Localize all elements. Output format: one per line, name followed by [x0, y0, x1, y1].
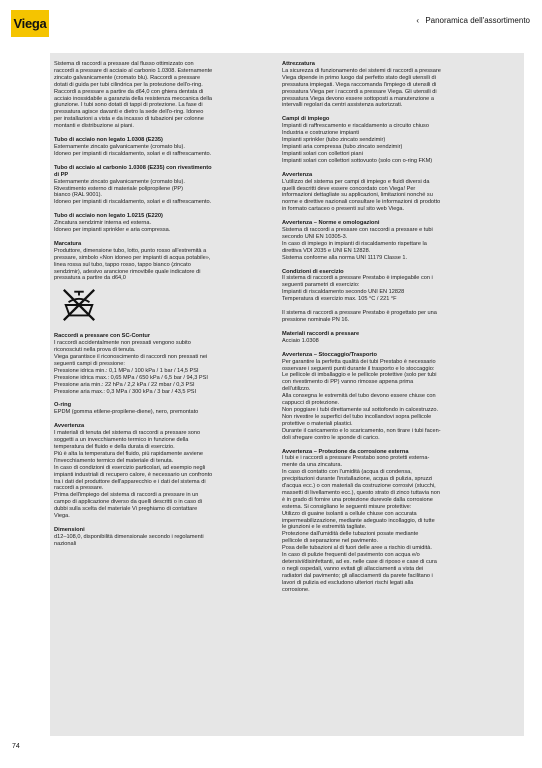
- nav-label: Panoramica dell'assortimento: [425, 16, 530, 25]
- conditions-title: Condizioni di esercizio: [282, 268, 344, 275]
- viega-logo[interactable]: [11, 10, 49, 37]
- tube1-title: Tubo di acciaio non legato 1.0308 (E235): [54, 137, 163, 144]
- tools-text: La sicurezza di funzionamento dei sistemi di raccordi a pressare Viega dipende in primo luogo dal perfetto stato degli utensili di pressatura impiegati. Viega raccomanda l'impiego di utensili di pressatura Viega per i raccordi a pressare Viega. Gli utensili di pressatura Viega devono essere sottoposti a manutenzione a intervalli regolari da centri assistenza autorizzati.: [282, 67, 441, 109]
- tube2-title: Tubo di acciaio al carbonio 1.0308 (E235) con rivestimento di PP: [54, 164, 212, 178]
- marking-text: Produttore, dimensione tubo, lotto, punto rosso all'estremità a pressare, simbolo «Non idoneo per impianti di acqua potabile», linea rossa sul tubo, tappo rosso, tappo bianco (zincato sendzimir), adesivo arancione rimovibile quale indicatore di pressatura a partire da d64,0: [54, 247, 211, 282]
- breadcrumb-nav[interactable]: [416, 16, 530, 25]
- materials-text: Acciaio 1.0308: [282, 337, 319, 344]
- intro-text: Sistema di raccordi a pressare dal flusso ottimizzato con raccordi a pressare di acciaio al carbonio 1.0308. Esternamente zincato galvanicamente (cromato blu). Raccordi a pressare dotati di guida per tubi cilindrica per la protezione dell'o-ring. Raccordi a pressare a partire da d64,0 con ghiera dentata di acciaio inossidabile a garanzia della resistenza meccanica della giunzione. I tubi sono dotati di tappi di protezione. La fase di pressatura agisce davanti e dietro la sede dell'o-ring. Idoneo per installazioni a vista e da incasso di tubazioni per colonne montanti e distribuzione ai piani.: [54, 61, 213, 130]
- materials-title: Materiali raccordi a pressare: [282, 330, 360, 337]
- tube3-block: [54, 213, 280, 234]
- dimensions-title: Dimensioni: [54, 526, 85, 533]
- oring-text: EPDM (gomma etilene-propilene-diene), nero, premontato: [54, 409, 199, 416]
- norms-title: Avvertenza – Norme e omologazioni: [282, 220, 380, 227]
- materials-block: [282, 331, 518, 345]
- marking-title: Marcatura: [54, 240, 82, 247]
- warning2-block: [282, 172, 518, 213]
- oring-title: O-ring: [54, 402, 72, 409]
- tube1-text: Esternamente zincato galvanicamente (cromato blu). Idoneo per impianti di riscaldamento, solari e di raffrescamento.: [54, 143, 212, 157]
- tools-block: [282, 61, 518, 109]
- sc-block: [54, 333, 280, 395]
- tube3-title: Tubo di acciaio non legato 1.0215 (E220): [54, 213, 163, 220]
- marking-block: [54, 241, 280, 282]
- storage-text: Per garantire la perfetta qualità dei tubi Prestabo è necessario osservare i seguenti punti durante il trasporto e lo stoccaggio: Le pellicole di imballaggio e le pellicole protettive (solo per tubi con rivestimento di PP) vanno rimosse appena prima dell'utilizzo. Alla consegna le estremità del tubo devono essere chiuse con cappucci di protezione. Non poggiare i tubi direttamente sul sottofondo in calcestruzzo. Non rivestire le superfici del tubo incollandovi sopra pellicole protettive o materiali plastici. Durante il caricamento e lo scaricamento, non tirare i tubi facen- doli sfregare contro le sponde di carico.: [282, 358, 441, 441]
- storage-block: [282, 352, 518, 442]
- left-column: [54, 61, 280, 555]
- sc-text: I raccordi accidentalmente non pressati vengono subito riconosciuti nella prova di tenuta. Viega garantisce il riconoscimento di raccordi non pressati nei seguenti campi di pressione: Pressione idrica min.: 0,1 MPa / 100 kPa / 1 bar / 14,5 PSI Pressione idrica max.: 0,65 MPa / 650 kPa / 6,5 bar / 94,3 PSI Pressione aria min.: 22 hPa / 2,2 kPa / 22 mbar / 0,3 PSI Pressione aria max.: 0,3 MPa / 300 kPa / 3 bar / 43,5 PSI: [54, 340, 208, 395]
- tube3-text: Zincatura sendzimir interna ed esterna. Idoneo per impianti sprinkler e aria compressa.: [54, 220, 171, 234]
- corrosion-title: Avvertenza – Protezione da corrosione esterna: [282, 448, 409, 455]
- conditions-text: Il sistema di raccordi a pressare Prestabo è impiegabile con i seguenti parametri di esercizio: Impianti di riscaldamento secondo UNI EN 12828 Temperatura di esercizio max. 105 °C / 221 °F: [282, 275, 433, 303]
- corrosion-text: I tubi e i raccordi a pressare Prestabo sono protetti esterna- mente da una zincatura. In caso di contatto con l'umidità (acqua di condensa, precipitazioni durante l'installazione, acqua di pulizia, spruzzi d'acqua ecc.) o con materiali da costruzione corrosivi (stucchi, massetti di livellamento ecc.), questo strato di zinco tuttavia non è in grado di fornire una protezione durevole dalla corrosione esterna. Si consigliano le seguenti misure protettive: Utilizzo di guaine isolanti a cellule chiuse con accurata impermeabilizzazione, mediante adeguato incollaggio, di tutte le giunzioni e le estremità tagliate. Protezione dall'umidità delle tubazioni posate mediante pellicole di separazione nel pavimento. Posa delle tubazioni al di fuori delle aree a rischio di umidità. In caso di pulizie frequenti del pavimento con acqua e/o detersivi/disinfettanti, ad es. nelle case di riposo e case di cura o negli ospedali, vanno evitati gli allacciamenti a vista dei radiatori dal pavimento; gli allacciamenti da parete facilitano i lavori di pulizia ed escludono ulteriori rischi legati alla corrosione.: [282, 455, 440, 593]
- dimensions-block: [54, 527, 280, 548]
- dimensions-text: d12–108,0, disponibilità dimensionale secondo i regolamenti nazionali: [54, 533, 204, 547]
- chevron-left-icon: ‹: [416, 16, 420, 25]
- oring-block: [54, 402, 280, 416]
- warning-title: Avvertenza: [54, 423, 85, 430]
- fields-text: Impianti di raffrescamento e riscaldamento a circuito chiuso Industria e costruzione impianti Impianti sprinkler (tubo zincato sendzimir) Impianti aria compressa (tubo zincato sendzimir) Impianti solari con collettori piani Impianti solari con collettori sottovuoto (solo con o-ring FKM): [282, 123, 433, 164]
- no-drinking-water-icon: [60, 286, 98, 324]
- warning-text: I materiali di tenuta del sistema di raccordi a pressare sono soggetti a un invecchiamento termico in funzione della temperatura del fluido e della durata di esercizio. Più è alta la temperatura del fluido, più rapidamente avviene l'invecchiamento termico del materiale di tenuta. In caso di condizioni di esercizio particolari, ad esempio negli impianti industriali di recupero calore, è necessario un confronto tra i dati del produttore dell'apparecchio e i dati del sistema di raccordi a pressare. Prima dell'impiego del sistema di raccordi a pressare in un campo di applicazione diverso da quelli descritti o in caso di dubbi sulla scelta del materiale Vi preghiamo di contattare Viega.: [54, 430, 213, 520]
- logo-text: Viega: [13, 16, 47, 31]
- storage-title: Avvertenza – Stoccaggio/Trasporto: [282, 351, 377, 358]
- warning2-title: Avvertenza: [282, 171, 313, 178]
- sc-title: Raccordi a pressare con SC-Contur: [54, 333, 151, 340]
- tube2-text: Esternamente zincato galvanicamente (cromato blu). Rivestimento esterno di materiale polipropilene (PP) bianco (RAL 9001). Idoneo per impianti di riscaldamento, solari e di raffrescamento.: [54, 178, 212, 206]
- tools-title: Attrezzatura: [282, 61, 315, 67]
- content-panel: [50, 53, 524, 736]
- tube1-block: [54, 137, 280, 158]
- norms-text: Sistema di raccordi a pressare con raccordi a pressare e tubi secondo UNI EN 10305-3. In caso di impiego in impianti di riscaldamento rispettare la direttiva VDI 2035 e UNI EN 12828. Sistema conforme alla norma UNI 11179 Classe 1.: [282, 227, 433, 261]
- tube2-block: [54, 165, 280, 206]
- warning-block: [54, 423, 280, 520]
- conditions-block: [282, 269, 518, 304]
- intro-block: [54, 61, 280, 130]
- conditions2-text: Il sistema di raccordi a pressare Prestabo è progettato per una pressione nominale PN 16.: [282, 310, 437, 323]
- norms-block: [282, 220, 518, 261]
- page-number: 74: [12, 743, 20, 750]
- conditions2-block: [282, 310, 518, 324]
- warning2-text: L'utilizzo del sistema per campi di impiego e fluidi diversi da quelli descritti deve essere concordato con Viega! Per informazioni dettagliate su applicazioni, limitazioni nonché su norme e direttive nazionali consultare le informazioni di prodotto in formato cartaceo o presenti sul sito web Viega.: [282, 178, 441, 213]
- corrosion-block: [282, 449, 518, 594]
- right-column: [282, 61, 518, 601]
- fields-title: Campi di impiego: [282, 116, 330, 123]
- fields-block: [282, 116, 518, 164]
